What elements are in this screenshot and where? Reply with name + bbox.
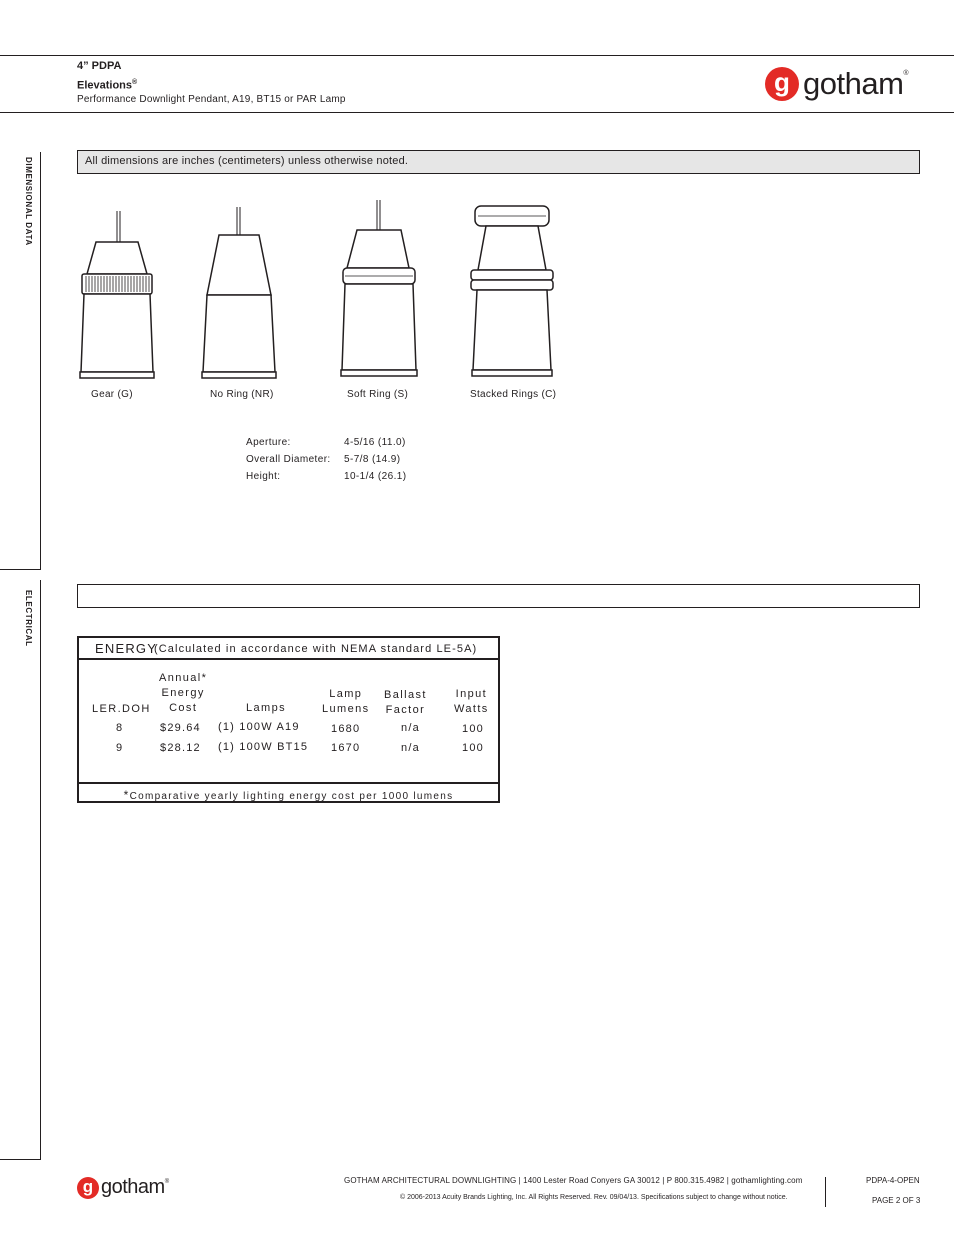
column-header-ballast-factor: Ballast Factor xyxy=(384,689,427,716)
header-bottom-rule xyxy=(0,112,954,113)
spec-label: Height: xyxy=(246,471,281,482)
gotham-footer-logo xyxy=(77,1176,169,1199)
energy-title: ENERGY xyxy=(95,641,158,656)
gotham-g-icon: g xyxy=(77,1177,99,1199)
cell-ballast: n/a xyxy=(401,722,420,734)
dimensions-note-bar xyxy=(77,150,920,174)
energy-subtitle: (Calculated in accordance with NEMA standard LE-5A) xyxy=(154,643,478,655)
column-header-input-watts: Input Watts xyxy=(454,688,489,715)
footnote-text: Comparative yearly lighting energy cost per 1000 lumens xyxy=(129,791,454,802)
cell-ler: 9 xyxy=(116,742,124,754)
cell-lamps: (1) 100W A19 xyxy=(218,721,300,733)
document-code: PDPA-4-OPEN xyxy=(866,1176,920,1185)
product-description: Performance Downlight Pendant, A19, BT15 or PAR Lamp xyxy=(77,94,346,105)
cell-cost: $28.12 xyxy=(160,742,201,754)
figure-caption-no-ring: No Ring (NR) xyxy=(210,389,274,400)
cell-ballast: n/a xyxy=(401,742,420,754)
spec-value: 4-5/16 (11.0) xyxy=(344,437,406,448)
product-name: 4” PDPA xyxy=(77,60,122,72)
cell-ler: 8 xyxy=(116,722,124,734)
soft-ring-pendant-icon xyxy=(333,198,423,386)
cell-watts: 100 xyxy=(462,723,484,735)
column-header-ler: LER.DOH xyxy=(92,703,151,715)
footer-divider xyxy=(825,1177,826,1207)
figure-caption-gear: Gear (G) xyxy=(91,389,133,400)
logo-wordmark: gotham xyxy=(101,1176,165,1198)
logo-wordmark: gotham xyxy=(803,66,904,101)
footnote-asterisk: * xyxy=(123,788,130,802)
header-top-rule xyxy=(0,55,954,56)
spec-value: 10-1/4 (26.1) xyxy=(344,471,407,482)
column-header-annual-cost: Annual* Energy Cost xyxy=(159,672,208,714)
footer-address: GOTHAM ARCHITECTURAL DOWNLIGHTING | 1400 Lester Road Conyers GA 30012 | P 800.315.4982 | gothamlighting.com xyxy=(344,1176,803,1185)
no-ring-pendant-icon xyxy=(197,205,287,386)
stacked-rings-pendant-icon xyxy=(466,204,566,386)
section-title: Elevations® xyxy=(77,79,138,92)
side-label-dimensional-data: DIMENSIONAL DATA xyxy=(24,157,33,246)
logo-registered-mark: ® xyxy=(903,70,909,77)
spec-value: 5-7/8 (14.9) xyxy=(344,454,401,465)
spec-label: Overall Diameter: xyxy=(246,454,331,465)
page-number: PAGE 2 OF 3 xyxy=(872,1196,921,1205)
spec-label: Aperture: xyxy=(246,437,291,448)
spec-row-height xyxy=(246,471,406,488)
cell-lumens: 1680 xyxy=(331,723,361,735)
cell-lamps: (1) 100W BT15 xyxy=(218,741,309,753)
side-tab-dimensional-data xyxy=(0,152,41,570)
cell-watts: 100 xyxy=(462,742,484,754)
cell-cost: $29.64 xyxy=(160,722,201,734)
footer-copyright: © 2006-2013 Acuity Brands Lighting, Inc. All Rights Reserved. Rev. 09/04/13. Specifications subject to change without notice. xyxy=(400,1194,788,1201)
energy-table xyxy=(77,636,500,803)
side-label-electrical: ELECTRICAL xyxy=(24,590,33,647)
electrical-section-bar xyxy=(77,584,920,608)
column-header-lamps: Lamps xyxy=(246,702,287,714)
side-tab-electrical xyxy=(0,580,41,1160)
spec-row-overall-diameter xyxy=(246,454,406,471)
figure-caption-stacked-rings: Stacked Rings (C) xyxy=(470,389,557,400)
spec-row-aperture xyxy=(246,437,406,454)
dimensions-note: All dimensions are inches (centimeters) unless otherwise noted. xyxy=(85,155,409,167)
column-header-lamp-lumens: Lamp Lumens xyxy=(322,688,370,715)
gotham-g-icon: g xyxy=(765,67,799,101)
figure-caption-soft-ring: Soft Ring (S) xyxy=(347,389,409,400)
dimension-specs xyxy=(246,437,406,488)
energy-footnote xyxy=(79,782,498,803)
logo-registered-mark: ® xyxy=(164,1179,170,1185)
gotham-logo xyxy=(765,66,909,102)
gear-ring-pendant-icon xyxy=(72,208,162,386)
cell-lumens: 1670 xyxy=(331,742,361,754)
energy-table-title-bar xyxy=(79,638,498,660)
